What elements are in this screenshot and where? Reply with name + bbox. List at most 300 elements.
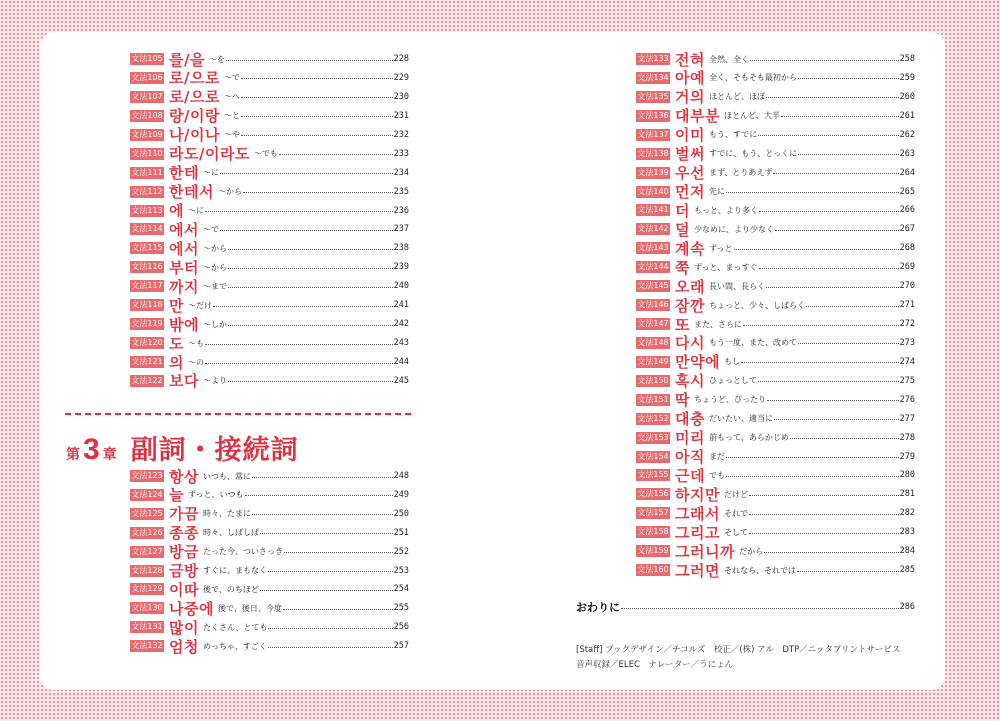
toc-entry[interactable] [636,524,915,540]
leader-dots [220,230,393,231]
toc-entry[interactable] [130,316,409,332]
leader-dots [283,609,393,610]
japanese-meaning: たくさん、とても [202,622,268,632]
toc-entry[interactable] [130,278,409,294]
page-number: 243 [393,338,409,349]
japanese-meaning: もっと、より多く [694,205,758,215]
toc-entry[interactable] [636,221,915,237]
grammar-badge: 文法119 [131,319,163,329]
toc-entry[interactable] [636,335,915,351]
leader-dots [798,343,899,344]
grammar-badge: 文法112 [131,186,163,196]
japanese-meaning: ～まで [202,281,227,291]
page-number: 240 [393,281,409,292]
japanese-meaning: ～から [217,187,242,197]
page-number: 268 [899,243,915,254]
grammar-badge: 文法114 [131,224,163,234]
korean-term: 오래 [675,277,705,296]
grammar-badge: 文法123 [131,471,163,480]
toc-entry[interactable] [636,543,915,559]
leader-dots [767,400,899,401]
korean-term: 라도/이라도 [169,145,250,164]
leader-dots [766,97,899,98]
afterword-label: おわりに [576,601,620,614]
leader-dots [750,60,899,61]
korean-term: 전혀 [675,50,705,69]
grammar-badge: 文法127 [131,546,163,556]
korean-term: 로/으로 [169,69,220,88]
korean-term: 에서 [169,220,199,239]
japanese-meaning: 前もって、あらかじめ [708,433,789,443]
grammar-badge: 文法134 [637,72,669,82]
korean-term: 대부분 [675,107,720,126]
korean-term: 만약에 [675,353,720,372]
leader-dots [241,97,393,98]
leader-dots [241,135,393,136]
page-number: 242 [393,319,409,330]
grammar-badge: 文法121 [131,357,163,367]
toc-entry[interactable] [130,335,409,351]
japanese-meaning: ～でも [253,149,278,159]
leader-dots [621,608,899,609]
japanese-meaning: ずっと、まっすぐ [694,262,758,272]
korean-term: 금방 [169,562,199,580]
japanese-meaning: ～で [223,73,240,83]
chapter-divider [65,413,411,415]
grammar-badge: 文法136 [637,110,669,120]
grammar-badge: 文法141 [637,205,669,215]
toc-entry[interactable] [130,89,409,105]
page-number: 265 [899,186,915,197]
japanese-meaning: ～や [223,130,240,140]
toc-entry[interactable] [636,505,915,521]
grammar-badge: 文法153 [637,432,669,442]
page-number: 241 [393,300,409,311]
leader-dots [268,647,393,648]
leader-dots [726,476,899,477]
page-number: 260 [899,91,915,102]
leader-dots [245,495,393,496]
toc-entry[interactable] [130,373,409,389]
staff-line-2: 音声収録／ELEC ナレーター／うにょん [576,660,734,670]
korean-term: 가끔 [169,505,199,524]
page-number: 264 [899,167,915,178]
toc-entry[interactable] [130,203,409,219]
leader-dots [252,477,393,478]
grammar-badge: 文法110 [131,148,163,158]
toc-entry[interactable] [636,316,915,332]
chapter-title: 副詞・接続詞 [130,435,299,466]
korean-term: 한테서 [169,183,214,202]
toc-entry-afterword[interactable] [576,599,915,615]
japanese-meaning: すぐに、まもなく [202,566,267,575]
page-number: 269 [899,262,915,273]
leader-dots [243,192,393,193]
grammar-badge: 文法120 [131,338,163,348]
japanese-meaning: 全く、そもそも最初から [708,73,797,83]
grammar-badge: 文法146 [637,300,669,310]
page-number: 283 [899,527,915,538]
leader-dots [749,495,899,496]
toc-entry[interactable] [130,468,409,484]
leader-dots [260,590,393,591]
korean-term: 한테 [169,164,199,183]
grammar-badge: 文法113 [131,205,163,215]
leader-dots [759,211,899,212]
toc-entry[interactable] [636,467,915,483]
page-number: 285 [899,565,915,576]
toc-entry[interactable] [130,259,409,275]
toc-entry[interactable] [130,600,409,616]
toc-entry[interactable] [636,411,915,427]
japanese-meaning: すでに、もう、とっくに [708,149,798,159]
grammar-badge: 文法144 [637,262,669,272]
toc-entry[interactable] [130,51,409,67]
leader-dots [726,192,899,193]
korean-term: 부터 [169,258,199,277]
toc-entry[interactable] [636,259,915,275]
korean-term: 만 [169,296,184,315]
page-number: 275 [899,375,915,386]
page-number: 274 [899,356,915,367]
japanese-meaning: めっちゃ、すごく [202,641,267,651]
leader-dots [205,211,393,212]
grammar-badge: 文法138 [637,148,669,158]
toc-entry[interactable] [130,354,409,370]
page-number: 229 [393,72,409,83]
toc-entry[interactable] [130,70,409,86]
page-number: 251 [393,527,409,538]
leader-dots [774,419,899,420]
toc-entry[interactable] [130,581,409,597]
chapter-prefix: 第 [66,447,80,463]
page-number: 282 [899,508,915,519]
grammar-badge: 文法139 [637,167,669,177]
toc-entry[interactable] [636,165,915,181]
leader-dots [284,552,393,553]
toc-entry[interactable] [130,127,409,143]
korean-term: 딱 [675,391,690,410]
japanese-meaning: ちょうど、ぴったり [694,395,766,405]
korean-term: 거의 [675,88,705,107]
korean-term: 나중에 [169,599,214,618]
grammar-badge: 文法151 [637,394,669,404]
toc-entry[interactable] [636,297,915,313]
japanese-meaning: もう、すでに [708,130,758,140]
toc-entry[interactable] [636,108,915,124]
toc-entry[interactable] [130,619,409,635]
japanese-meaning: そして [723,527,748,537]
leader-dots [213,306,393,307]
leader-dots [775,230,899,231]
grammar-badge: 文法142 [637,224,669,234]
toc-entry[interactable] [636,202,915,218]
korean-term: 이미 [675,126,705,145]
chapter-heading [66,428,299,467]
japanese-meaning: ～しか [202,319,227,329]
leader-dots [766,287,899,288]
page-number: 234 [393,167,409,178]
leader-dots [798,78,899,79]
page-number: 273 [899,337,915,348]
japanese-meaning: 先に [708,187,725,196]
japanese-meaning: ～より [202,376,227,386]
toc-entry[interactable] [130,240,409,256]
japanese-meaning: ～から [202,262,227,272]
leader-dots [228,381,393,382]
grammar-badge: 文法128 [131,565,163,575]
grammar-badge: 文法115 [131,243,163,253]
page-number: 277 [899,413,915,424]
leader-dots [205,344,393,345]
leader-dots [241,78,393,79]
afterword-page: 286 [899,602,915,612]
japanese-meaning: ～の [188,357,204,367]
page-number: 262 [899,129,915,140]
toc-entry[interactable] [130,184,409,200]
leader-dots [228,268,393,269]
japanese-meaning: でも [708,470,725,480]
leader-dots [279,154,393,155]
toc-entry[interactable] [636,354,915,370]
page-number: 232 [393,129,409,140]
toc-entry[interactable] [130,146,409,162]
leader-dots [749,533,899,534]
page-number: 276 [899,394,915,405]
page-number: 233 [393,148,409,159]
grammar-badge: 文法132 [131,641,163,651]
korean-term: 더 [675,201,690,220]
grammar-badge: 文法154 [637,451,669,461]
japanese-meaning: 長い間、長らく [708,281,765,291]
leader-dots [734,249,899,250]
korean-term: 덜 [675,220,690,239]
japanese-meaning: また、さらに [694,319,742,329]
korean-term: 쭉 [675,258,690,277]
leader-dots [726,457,899,458]
toc-entry[interactable] [636,449,915,465]
japanese-meaning: ～へ [223,92,240,102]
grammar-badge: 文法131 [131,622,163,632]
japanese-meaning: いつも、常に [202,471,251,481]
grammar-badge: 文法125 [131,508,163,518]
japanese-meaning: ほとんど、大半 [723,111,780,121]
japanese-meaning: ～で [202,224,219,234]
korean-term: 나/이나 [169,126,220,145]
japanese-meaning: 後で、後日、今度 [217,603,282,613]
korean-term: 밖에 [169,315,199,334]
toc-entry[interactable] [130,563,409,579]
korean-term: 아직 [675,448,705,467]
toc-entry[interactable] [636,70,915,86]
korean-term: 또 [675,315,690,334]
toc-entry[interactable] [636,373,915,389]
japanese-meaning: ほとんど、ほぼ [708,92,765,102]
toc-entry[interactable] [636,146,915,162]
japanese-meaning: まず、とりあえず [708,168,773,178]
japanese-meaning: ～に [202,168,219,178]
grammar-badge: 文法126 [131,527,163,537]
grammar-badge: 文法157 [637,508,669,518]
korean-term: 계속 [675,239,705,258]
korean-term: 벌써 [675,145,705,164]
japanese-meaning: 時々、しばしば [202,528,259,538]
japanese-meaning: ～と [223,111,240,121]
korean-term: 까지 [169,277,199,296]
toc-entry[interactable] [636,127,915,143]
grammar-badge: 文法159 [637,546,669,556]
leader-dots [241,116,393,117]
page-number: 236 [393,205,409,216]
toc-entry[interactable] [636,486,915,502]
page-number: 258 [899,54,915,64]
japanese-meaning: それなら、それでは [723,565,796,575]
japanese-meaning: それで [723,508,748,518]
page-number: 244 [393,357,409,368]
toc-entry[interactable] [130,638,409,654]
japanese-meaning: ちょっと、少々、しばらく [708,300,805,310]
korean-term: 보다 [169,372,199,391]
staff-line-1: [Staff] ブックデザイン／チコルズ 校正／(株) アル DTP／ニッタプリントサービス [576,645,901,655]
korean-term: 미리 [675,429,705,448]
grammar-badge: 文法148 [637,337,669,347]
korean-term: 도 [169,334,184,353]
page-number: 238 [393,243,409,254]
leader-dots [758,135,898,136]
grammar-badge: 文法150 [637,375,669,385]
grammar-badge: 文法143 [637,243,669,253]
page-number: 249 [393,489,409,500]
leader-dots [773,173,898,174]
japanese-meaning: ～に [188,206,204,216]
japanese-meaning: だけど [723,489,748,499]
page-number: 230 [393,91,409,102]
page-number: 231 [393,110,409,121]
page-number: 252 [393,546,409,557]
grammar-badge: 文法133 [637,54,669,63]
grammar-badge: 文法137 [637,129,669,139]
grammar-badge: 文法160 [637,565,669,575]
leader-dots [759,268,899,269]
toc-entry[interactable] [130,165,409,181]
leader-dots [749,514,899,515]
leader-dots [741,362,899,363]
toc-entry[interactable] [636,392,915,408]
page-number: 255 [393,603,409,614]
toc-entry[interactable] [636,240,915,256]
leader-dots [228,249,393,250]
grammar-badge: 文法145 [637,281,669,291]
japanese-meaning: だいたい、適当に [708,414,773,424]
korean-term: 를/을 [169,50,205,69]
toc-entry[interactable] [130,221,409,237]
page-number: 280 [899,470,915,481]
grammar-badge: 文法135 [637,91,669,101]
korean-term: 그리고 [675,523,720,542]
korean-term: 그러니까 [675,542,735,561]
korean-term: 하지만 [675,485,720,504]
page-number: 263 [899,148,915,159]
korean-term: 늘 [169,486,184,505]
toc-entry[interactable] [130,525,409,541]
korean-term: 다시 [675,334,705,353]
leader-dots [252,514,393,515]
grammar-badge: 文法108 [131,110,163,120]
japanese-meaning: ～から [202,243,227,253]
page-number: 270 [899,281,915,292]
korean-term: 엄청 [169,637,199,656]
page-number: 281 [899,489,915,500]
korean-term: 에서 [169,239,199,258]
staff-credits [576,643,901,673]
japanese-meaning: ずっと、いつも [188,490,244,500]
korean-term: 그래서 [675,504,720,523]
korean-term: 대충 [675,410,705,429]
page-number: 271 [899,300,915,311]
page-number: 279 [899,451,915,462]
korean-term: 잠깐 [675,296,705,315]
korean-term: 에 [169,202,184,221]
page-number: 235 [393,186,409,197]
korean-term: 아예 [675,69,705,88]
toc-entry[interactable] [636,184,915,200]
page-number: 278 [899,432,915,443]
korean-term: 혹시 [675,372,705,391]
toc-entry[interactable] [636,430,915,446]
korean-term: 많이 [169,618,199,637]
toc-entry[interactable] [130,544,409,560]
korean-term: 로/으로 [169,88,220,107]
japanese-meaning: もし [723,357,740,367]
toc-entry[interactable] [636,51,915,67]
korean-term: 근데 [675,466,705,485]
page-number: 257 [393,641,409,652]
grammar-badge: 文法116 [131,262,163,272]
page-number: 266 [899,205,915,216]
toc-entry[interactable] [130,297,409,313]
leader-dots [781,116,899,117]
leader-dots [268,628,392,629]
page-number: 261 [899,110,915,121]
toc-entry[interactable] [636,562,915,578]
leader-dots [205,363,393,364]
leader-dots [743,325,899,326]
page-number: 253 [393,565,409,576]
leader-dots [797,571,899,572]
leader-dots [268,571,393,572]
page-number: 256 [393,622,409,633]
grammar-badge: 文法149 [637,356,669,366]
japanese-meaning: 後で、のちほど [202,584,259,594]
leader-dots [764,552,899,553]
korean-term: 종종 [169,524,199,543]
toc-entry[interactable] [130,108,409,124]
page-number: 272 [899,319,915,330]
toc-entry[interactable] [130,506,409,522]
toc-entry[interactable] [636,89,915,105]
toc-entry[interactable] [636,278,915,294]
leader-dots [758,381,899,382]
leader-dots [260,533,393,534]
grammar-badge: 文法130 [131,603,163,613]
grammar-badge: 文法106 [131,72,163,82]
page-number: 267 [899,224,915,235]
toc-entry[interactable] [130,487,409,503]
leader-dots [228,325,393,326]
page-number: 250 [393,508,409,519]
japanese-meaning: ずっと [708,243,733,253]
grammar-badge: 文法129 [131,584,163,594]
